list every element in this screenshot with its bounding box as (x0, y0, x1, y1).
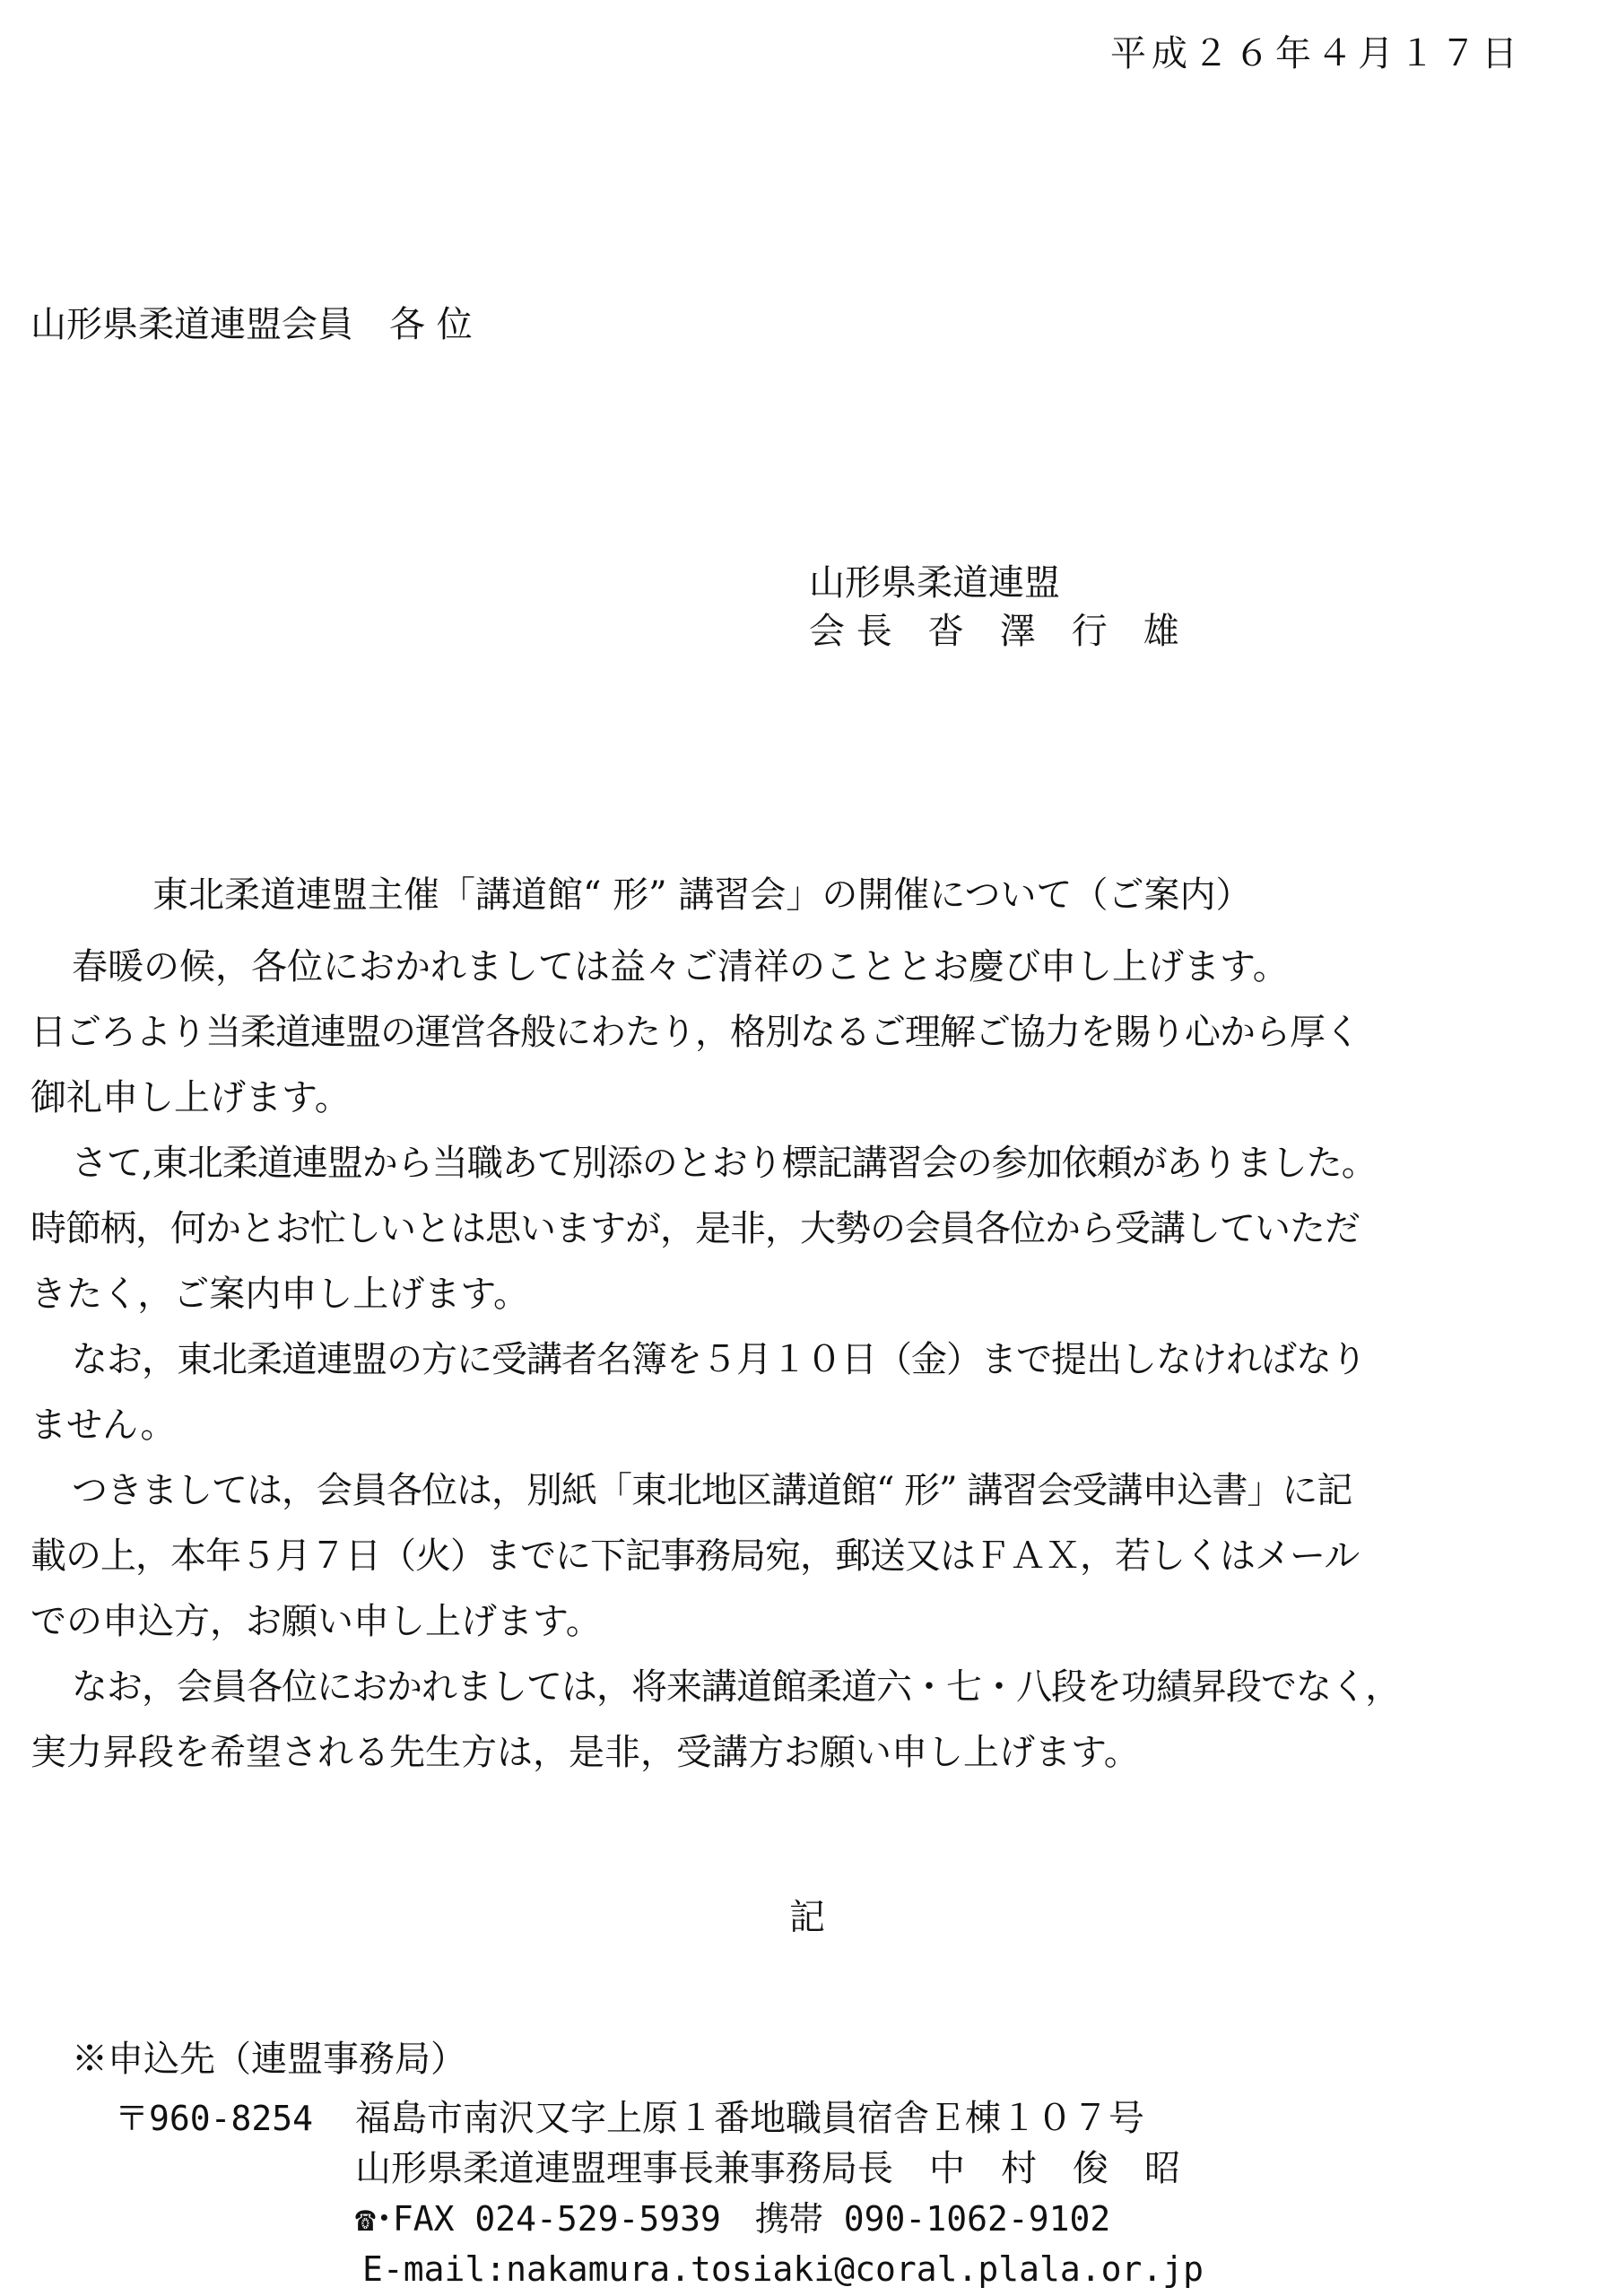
contact-heading: ※申込先（連盟事務局） (72, 2039, 466, 2080)
body-paragraph-line: つきましては，会員各位は，別紙「東北地区講道館“ 形” 講習会受講申込書」に記 (72, 1470, 1352, 1511)
body-paragraph-line: 時節柄，何かとお忙しいとは思いますが，是非，大勢の会員各位から受講していただ (30, 1208, 1360, 1249)
subject-title: 東北柔道連盟主催「講道館“ 形” 講習会」の開催について（ご案内） (152, 874, 1252, 916)
sender-org: 山形県柔道連盟 (809, 562, 1060, 604)
body-paragraph-line: 載の上，本年５月７日（火）までに下記事務局宛，郵送又はＦＡＸ，若しくはメール (30, 1535, 1360, 1577)
body-paragraph-line: なお，東北柔道連盟の方に受講者名簿を５月１０日（金）まで提出しなければなり (72, 1339, 1366, 1380)
sender-name: 会 長 沓 澤 行 雄 (809, 611, 1179, 652)
contact-email[interactable]: E-mail:nakamura.tosiaki@coral.plala.or.jp (362, 2249, 1204, 2289)
body-paragraph-line: 日ごろより当柔道連盟の運営各般にわたり，格別なるご理解ご協力を賜り心から厚く (30, 1012, 1360, 1053)
contact-phone-fax: ☎･FAX 024-529-5939 携帯 090-1062-9102 (355, 2199, 1111, 2239)
body-paragraph-line: 実力昇段を希望される先生方は，是非，受講方お願い申し上げます。 (30, 1732, 1140, 1773)
contact-address: 福島市南沢又字上原１番地職員宿舎Ｅ棟１０７号 (355, 2098, 1144, 2139)
body-paragraph-line: きたく，ご案内申し上げます。 (30, 1274, 529, 1315)
body-paragraph-line: なお，会員各位におかれましては，将来講道館柔道六・七・八段を功績昇段でなく， (72, 1666, 1401, 1708)
document-date: 平成２６年４月１７日 (1110, 33, 1523, 74)
ki-heading: 記 (789, 1897, 825, 1938)
recipient-line: 山形県柔道連盟会員 各 位 (30, 304, 473, 345)
contact-person: 山形県柔道連盟理事長兼事務局長 中 村 俊 昭 (355, 2148, 1180, 2189)
body-paragraph-line: での申込方，お願い申し上げます。 (30, 1601, 602, 1642)
contact-postal-code: 〒960-8254 (115, 2099, 314, 2138)
body-paragraph-line: さて,東北柔道連盟から当職あて別添のとおり標記講習会の参加依頼がありました。 (72, 1143, 1377, 1184)
body-paragraph-line: 春暖の候，各位におかれましては益々ご清祥のこととお慶び申し上げます。 (72, 946, 1289, 987)
body-paragraph-line: 御礼申し上げます。 (30, 1077, 351, 1118)
body-paragraph-line: ません。 (30, 1405, 177, 1446)
